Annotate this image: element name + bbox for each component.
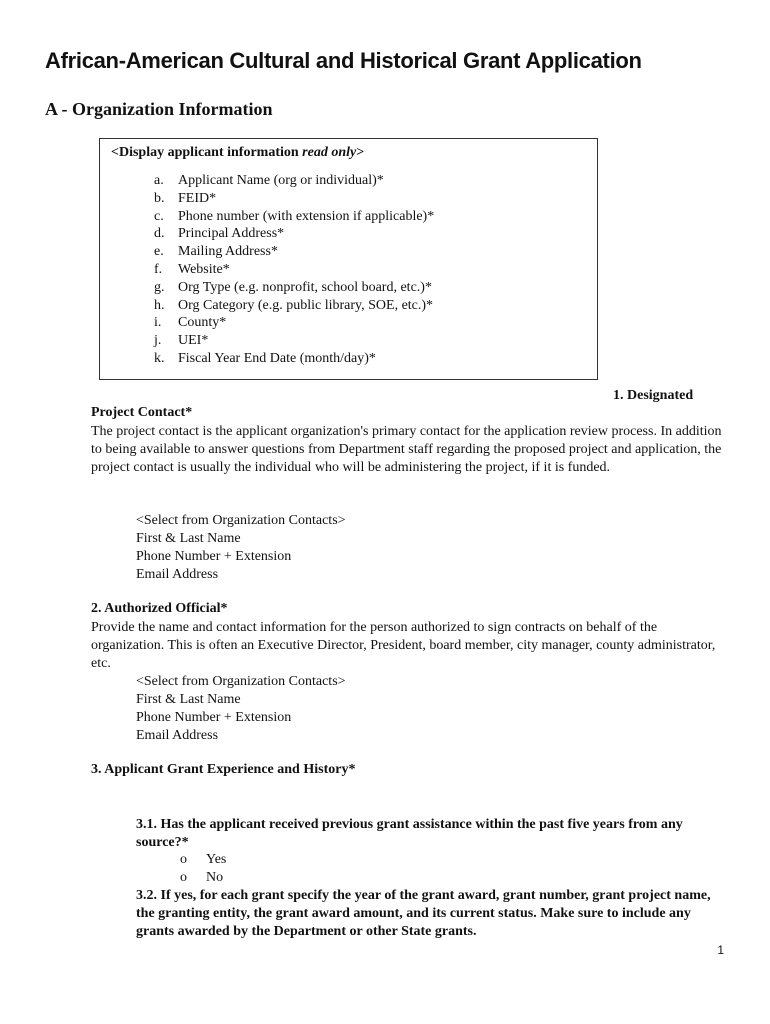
section-a-heading: A - Organization Information [45,99,273,119]
list-item [154,297,434,315]
designated-contact-fields [136,512,346,584]
option-label: Yes [206,852,227,867]
list-letter: h. [154,297,165,313]
read-only-note-italic: read only [302,145,357,160]
field-label: Phone number (with extension if applicable)* [178,208,435,224]
authorized-official-heading: 2. Authorized Official* [91,601,228,616]
field-label: Org Type (e.g. nonprofit, school board, etc.)* [178,279,432,295]
email-field-label: Email Address [136,728,219,743]
select-contact-prompt[interactable]: <Select from Organization Contacts> [136,674,346,689]
grant-experience-heading: 3. Applicant Grant Experience and History* [91,762,356,777]
designated-heading-part1: 1. Designated [613,388,694,403]
list-item [154,225,434,243]
list-letter: e. [154,244,164,260]
list-letter: j. [154,333,162,349]
field-label: Fiscal Year End Date (month/day)* [178,350,376,366]
list-item [154,314,434,332]
list-letter: c. [154,208,164,224]
option-label: No [206,870,224,885]
option-no[interactable] [180,869,226,887]
option-yes[interactable] [180,851,226,869]
question-3-1: 3.1. Has the applicant received previous grant assistance within the past five years from any source?* [136,817,683,850]
select-contact-prompt[interactable]: <Select from Organization Contacts> [136,513,346,528]
list-item [154,332,434,350]
designated-contact-description: The project contact is the applicant organization's primary contact for the application review process. In addition to being available to answer questions from Department staff regarding the proposed project and application, the project contact is usually the individual who will be administering the project, if it is funded. [91,424,722,475]
list-item [154,190,434,208]
field-label: Applicant Name (org or individual)* [178,173,384,188]
bullet-icon: o [180,852,187,867]
field-label: FEID* [178,190,217,206]
phone-field-label: Phone Number + Extension [136,549,292,564]
list-item [154,261,434,279]
field-label: Principal Address* [178,226,285,242]
designated-heading-part2: Project Contact* [91,405,193,420]
bullet-icon: o [180,870,187,885]
list-letter: b. [154,190,165,206]
authorized-official-fields [136,673,346,745]
list-item [154,243,434,261]
list-item [154,350,434,368]
name-field-label: First & Last Name [136,531,241,546]
applicant-field-list [154,172,434,368]
read-only-note-suffix: > [356,145,365,160]
email-field-label: Email Address [136,567,219,582]
phone-field-label: Phone Number + Extension [136,710,292,725]
field-label: Org Category (e.g. public library, SOE, etc.)* [178,297,434,313]
field-label: UEI* [178,333,209,349]
list-letter: a. [154,173,164,188]
name-field-label: First & Last Name [136,692,241,707]
list-letter: f. [154,261,163,277]
list-letter: g. [154,279,165,295]
read-only-note-prefix: <Display applicant information [111,145,303,160]
applicant-info-box [99,138,598,380]
list-letter: i. [154,315,162,331]
field-label: Website* [178,261,230,277]
document-title: African-American Cultural and Historical Grant Application [45,48,642,73]
list-item [154,208,434,226]
list-item [154,279,434,297]
list-item [154,172,434,190]
authorized-official-description: Provide the name and contact information for the person authorized to sign contracts on behalf of the organization. This is often an Executive Director, President, board member, city manager, county administrator, etc. [91,620,716,671]
question-3-2: 3.2. If yes, for each grant specify the year of the grant award, grant number, grant project name, the granting entity, the grant award amount, and its current status. Make sure to include any grants awarded by the Department or other State grants. [136,888,711,939]
field-label: County* [178,315,227,331]
field-label: Mailing Address* [178,244,278,260]
yes-no-options [180,851,226,887]
page-number: 1 [717,943,724,957]
list-letter: k. [154,350,165,366]
read-only-note [111,145,364,161]
list-letter: d. [154,226,165,242]
